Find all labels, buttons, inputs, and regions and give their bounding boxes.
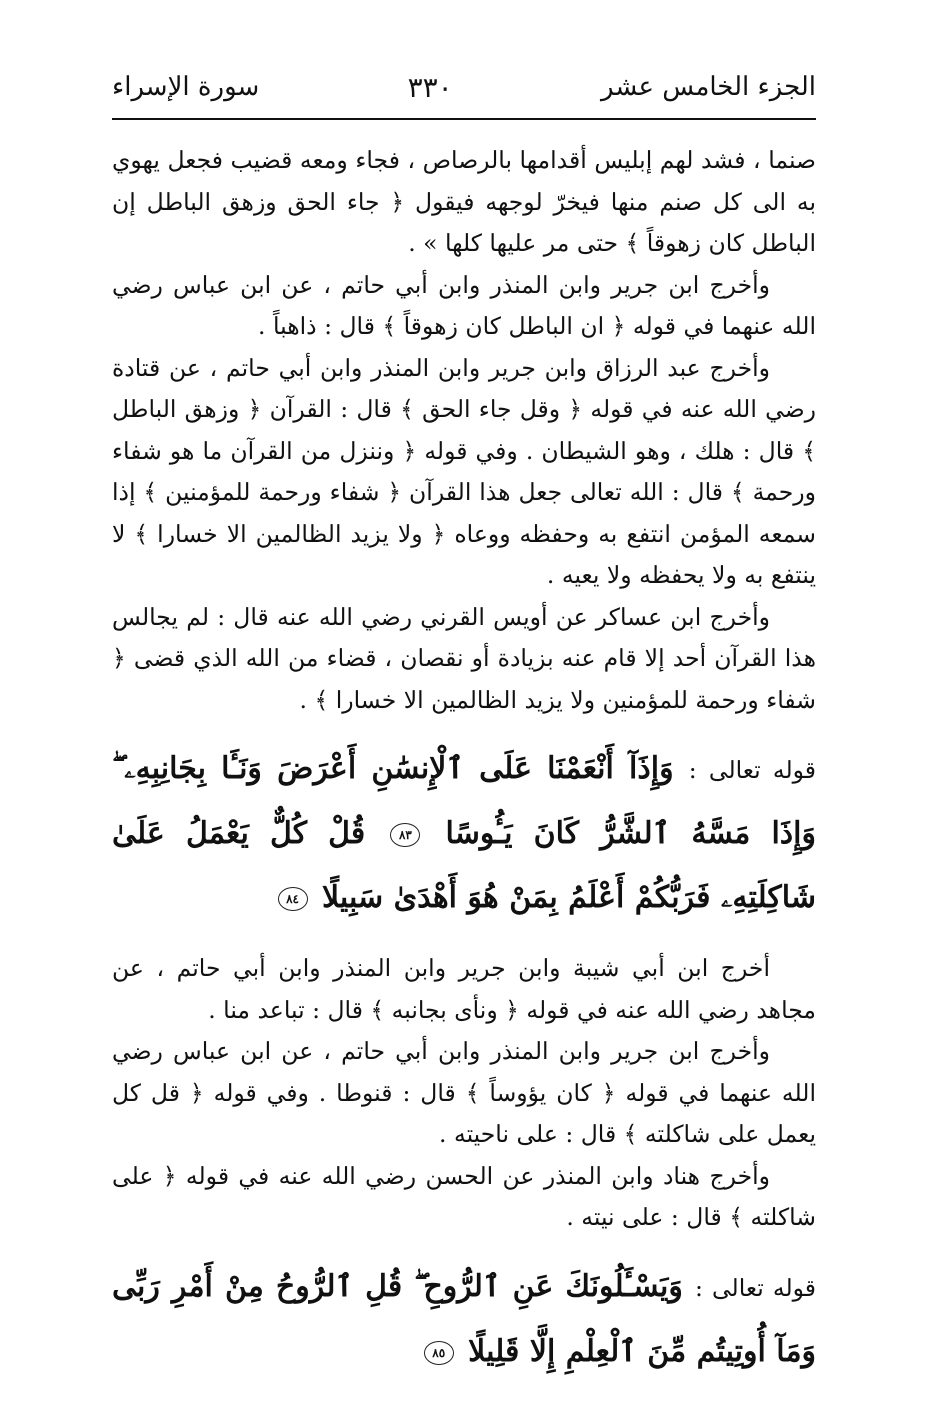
paragraph: صنما ، فشد لهم إبليس أقدامها بالرصاص ، فجاء ومعه قضيب فجعل يهوي به الى كل صنم منها فيخرّ لوجهه فيقول ﴿ جاء الحق وزهق الباطل إن الباطل كان زهوقاً ﴾ حتى مر عليها كلها » .: [112, 146, 816, 257]
verse-number-marker: ٨٤: [278, 887, 308, 911]
verse-intro: قوله تعالى :: [694, 1273, 816, 1302]
paragraph: أخرج ابن أبي شيبة وابن جرير وابن المنذر وابن أبي حاتم ، عن مجاهد رضي الله عنه في قوله ﴿ ونأى بجانبه ﴾ قال : تباعد منا .: [112, 954, 816, 1024]
part-title: الجزء الخامس عشر: [600, 72, 816, 102]
verse-text: قُلْ كُلٌّ يَعْمَلُ عَلَىٰ شَاكِلَتِهِۦ فَرَبُّكُمْ أَعْلَمُ بِمَنْ هُوَ أَهْدَىٰ سَبِيلًا: [112, 816, 816, 915]
verse-number-marker: ٨٥: [424, 1341, 454, 1365]
page-header: [112, 60, 816, 114]
verse-number-marker: ٨٣: [390, 823, 420, 847]
quran-verse-block: [112, 1255, 816, 1384]
paragraph: وأخرج ابن جرير وابن المنذر وابن أبي حاتم ، عن ابن عباس رضي الله عنهما في قوله ﴿ كان يؤوساً ﴾ قال : قنوطا . وفي قوله ﴿ قل كل يعمل على شاكلته ﴾ قال : على ناحيته .: [112, 1037, 816, 1148]
paragraph: وأخرج ابن جرير وابن المنذر وابن أبي حاتم ، عن ابن عباس رضي الله عنهما في قوله ﴿ ان الباطل كان زهوقاً ﴾ قال : ذاهباً .: [112, 270, 816, 340]
verse-intro: قوله تعالى :: [688, 756, 816, 784]
verse-text: وَيَسْـَٔلُونَكَ عَنِ ٱلرُّوحِ ۖ قُلِ ٱلرُّوحُ مِنْ أَمْرِ رَبِّى وَمَآ أُوتِيتُم مِّنَ ٱلْعِلْمِ إِلَّا قَلِيلًا: [112, 1268, 816, 1369]
surah-title: سورة الإسراء: [112, 72, 260, 102]
page-number: ٣٣٠: [407, 70, 453, 104]
paragraph: وأخرج عبد الرزاق وابن جرير وابن المنذر وابن أبي حاتم ، عن قتادة رضي الله عنه في قوله ﴿ وقل جاء الحق ﴾ قال : القرآن ﴿ وزهق الباطل ﴾ قال : هلك ، وهو الشيطان . وفي قوله ﴿ وننزل من القرآن ما هو شفاء ورحمة ﴾ قال : الله تعالى جعل هذا القرآن ﴿ شفاء ورحمة للمؤمنين ﴾ إذا سمعه المؤمن انتفع به وحفظه ووعاه ﴿ ولا يزيد الظالمين الا خسارا ﴾ لا ينتفع به ولا يحفظه ولا يعيه .: [112, 353, 816, 589]
paragraph: وأخرج ابن عساكر عن أويس القرني رضي الله عنه قال : لم يجالس هذا القرآن أحد إلا قام عنه بزيادة أو نقصان ، قضاء من الله الذي قضى ﴿ شفاء ورحمة للمؤمنين ولا يزيد الظالمين الا خسارا ﴾ .: [112, 602, 816, 714]
page-body: [112, 140, 816, 1402]
quran-verse-block: [112, 737, 816, 930]
paragraph: وأخرج هناد وابن المنذر عن الحسن رضي الله عنه في قوله ﴿ على شاكلته ﴾ قال : على نيته .: [112, 1161, 816, 1231]
verse-text: وَإِذَآ أَنْعَمْنَا عَلَى ٱلْإِنسَٰنِ أَعْرَضَ وَنَـَٔا بِجَانِبِهِۦ ۖ وَإِذَا مَسَّهُ ٱلشَّرُّ كَانَ يَـُٔوسًا: [112, 751, 816, 851]
header-rule: [112, 118, 816, 120]
